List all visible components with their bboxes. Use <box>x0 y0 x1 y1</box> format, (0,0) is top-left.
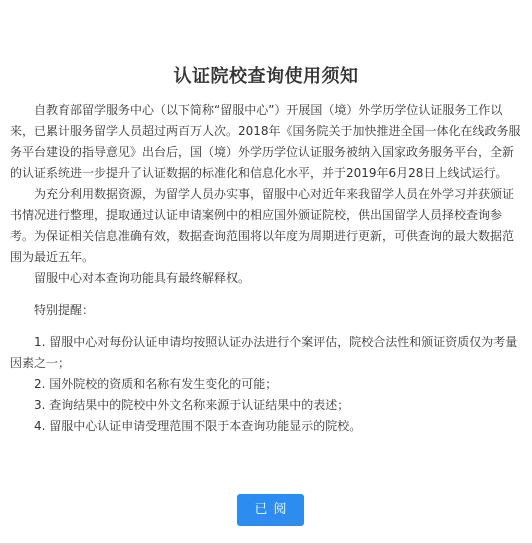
reminder-heading: 特别提醒： <box>34 303 95 317</box>
reminder-item: 2. 国外院校的资质和名称有发生变化的可能； <box>34 377 278 391</box>
interpretation-paragraph: 留服中心对本查询功能具有最终解释权。 <box>34 271 251 285</box>
intro-paragraph: 自教育部留学服务中心（以下简称“留服中心”）开展国（境）外学历学位认证服务工作以来，已累计服务留学人员超过两百万人次。2018年《国务院关于加快推进全国一体化在线政务服务平台建设的指导意见》出台后，国（境）外学历学位认证服务被纳入国家政务服务平台，全新的认证系统进一步提升了认证数据的标准化和信息化水平，并于2019年6月28日上线试运行。 <box>10 103 521 180</box>
reminder-item: 4. 留服中心认证申请受理范围不限于本查询功能显示的院校。 <box>34 419 362 433</box>
data-scope-paragraph: 为充分利用数据资源，为留学人员办实事，留服中心对近年来我留学人员在外学习并获颁证书情况进行整理，提取通过认证申请案例中的相应国外颁证院校，供出国留学人员择校查询参考。为保证相关信息准确有效，数据查询范围将以年度为周期进行更新，可供查询的最大数据范围为最近五年。 <box>10 187 515 264</box>
acknowledge-button[interactable]: 已阅 <box>237 494 304 526</box>
dialog-title: 认证院校查询使用须知 <box>173 66 359 87</box>
reminder-item: 1. 留服中心对每份认证申请均按照认证办法进行个案评估，院校合法性和颁证资质仅为考量因素之一； <box>10 335 518 370</box>
notice-content <box>10 100 522 437</box>
reminder-item: 3. 查询结果中的院校中外文名称来源于认证结果中的表述； <box>34 398 350 412</box>
